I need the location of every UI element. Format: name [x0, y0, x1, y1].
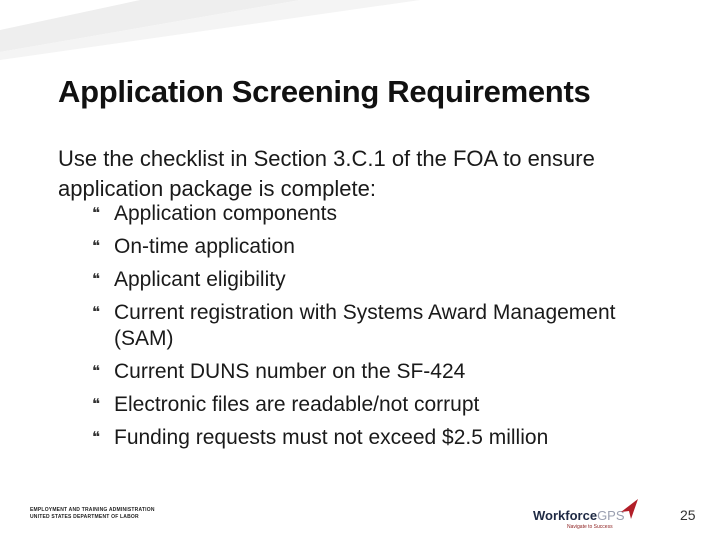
bullet-icon: ❝	[92, 238, 101, 255]
list-item	[90, 267, 670, 293]
bullet-icon: ❝	[92, 271, 101, 288]
workforcegps-logo	[533, 498, 643, 534]
list-item	[90, 392, 670, 418]
slide-title: Application Screening Requirements	[58, 74, 591, 109]
bullet-icon: ❝	[92, 429, 101, 446]
list-item	[90, 359, 670, 385]
bullet-icon: ❝	[92, 396, 101, 413]
list-item	[90, 425, 670, 451]
list-item-text: Electronic files are readable/not corrupt	[114, 393, 480, 416]
department-name: UNITED STATES DEPARTMENT OF LABOR	[30, 514, 139, 520]
list-item	[90, 201, 670, 227]
logo-tagline: Navigate to Success	[567, 524, 613, 530]
decorative-stripes	[0, 0, 720, 60]
list-item-text: Funding requests must not exceed $2.5 million	[114, 426, 549, 449]
logo-wordmark: WorkforceGPS	[533, 508, 625, 523]
agency-name: EMPLOYMENT AND TRAINING ADMINISTRATION	[30, 507, 155, 513]
list-item	[90, 300, 670, 352]
list-item-text: Current DUNS number on the SF-424	[114, 360, 466, 383]
bullet-icon: ❝	[92, 205, 101, 222]
bullet-icon: ❝	[92, 363, 101, 380]
list-item-text: Applicant eligibility	[114, 268, 286, 291]
list-item-text: On-time application	[114, 235, 295, 258]
list-item	[90, 234, 670, 260]
list-item-text: Application components	[114, 202, 337, 225]
logo-arrow-icon	[619, 498, 639, 520]
page-number: 25	[680, 507, 696, 523]
agency-footer	[30, 507, 155, 521]
list-item-text: Current registration with Systems Award Management (SAM)	[114, 301, 616, 350]
requirements-list	[90, 201, 670, 458]
intro-paragraph: Use the checklist in Section 3.C.1 of the FOA to ensure application package is complete:	[58, 146, 595, 201]
bullet-icon: ❝	[92, 304, 101, 321]
